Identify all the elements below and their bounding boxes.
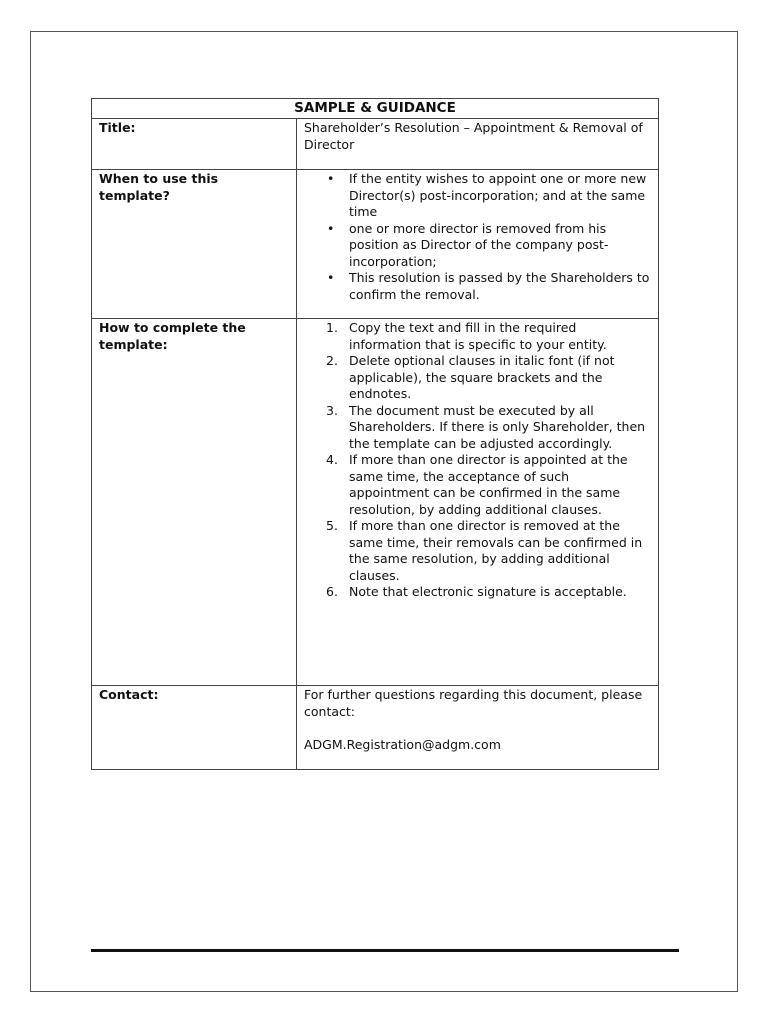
step-number: 5. [326,518,338,533]
list-item-text: If more than one director is appointed at the same time, the acceptance of such appointment can be confirmed in the same resolution, by adding additional clauses. [349,452,628,517]
list-item-text: This resolution is passed by the Shareholders to confirm the removal. [349,270,650,302]
contact-label: Contact: [92,686,297,770]
when-label: When to use this template? [92,170,297,319]
bullet-icon: • [327,270,335,285]
list-item [304,221,651,271]
list-item-text: If more than one director is removed at the same time, their removals can be confirmed in the same resolution, by adding additional clauses. [349,518,643,583]
bullet-icon: • [327,171,335,186]
table-row-how [92,319,659,686]
when-value [297,170,659,319]
list-item-text: Delete optional clauses in italic font (if not applicable), the square brackets and the endnotes. [349,353,615,401]
contact-value [297,686,659,770]
when-bullet-list [304,171,651,303]
list-item-text: one or more director is removed from his position as Director of the company post-incorporation; [349,220,609,269]
step-number: 3. [326,402,338,418]
title-label: Title: [92,119,297,170]
step-number: 2. [326,353,338,368]
list-item [304,353,651,403]
contact-text: For further questions regarding this document, please contact: [304,687,643,719]
list-item [304,320,651,353]
list-item [304,518,651,584]
list-item [304,270,651,303]
how-value [297,319,659,686]
list-item [304,171,651,221]
table-row-contact [92,686,659,770]
list-item [304,452,651,518]
list-item-text: If the entity wishes to appoint one or more new Director(s) post-incorporation; and at the same time [349,171,647,219]
list-item-text: Copy the text and fill in the required information that is specific to your entity. [349,320,607,352]
step-number: 4. [326,452,338,467]
list-item [304,584,651,601]
table-heading: SAMPLE & GUIDANCE [92,99,659,119]
document-page [30,31,738,992]
list-item-text: The document must be executed by all Shareholders. If there is only Shareholder, then the template can be adjusted accordingly. [349,402,646,451]
how-label: How to complete the template: [92,319,297,686]
list-item-text: Note that electronic signature is acceptable. [349,584,627,599]
list-item [304,403,651,453]
step-number: 1. [326,320,338,335]
guidance-table [91,98,659,770]
footer-divider [91,949,679,952]
how-step-list [304,320,651,601]
step-number: 6. [326,584,338,599]
table-row-when [92,170,659,319]
contact-email[interactable]: ADGM.Registration@adgm.com [304,737,501,752]
title-value: Shareholder’s Resolution – Appointment & Removal of Director [297,119,659,170]
bullet-icon: • [327,220,335,236]
table-row-title [92,119,659,170]
